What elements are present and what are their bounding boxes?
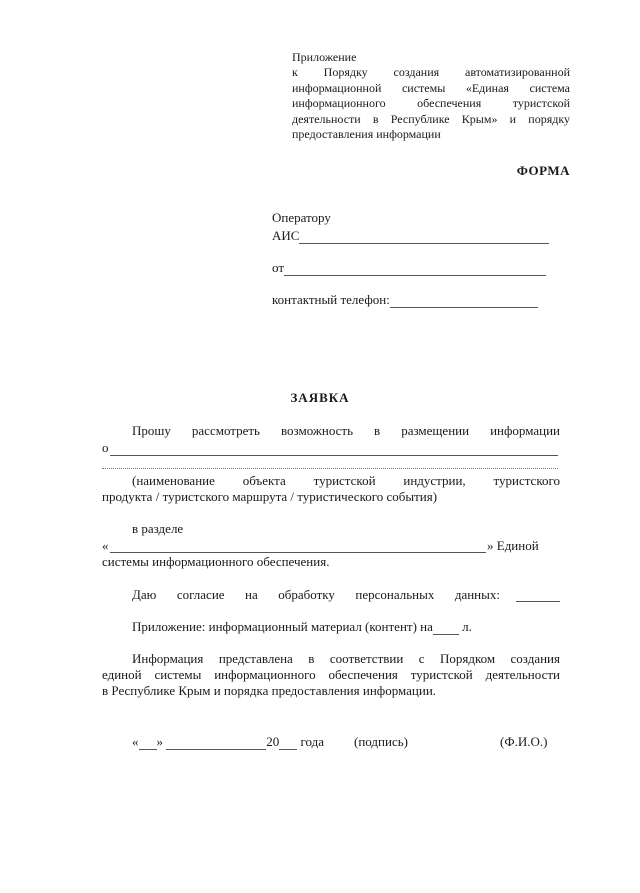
info-line: единой системы информационного обеспечения туристской деятельности: [102, 667, 560, 682]
from-blank-field[interactable]: [284, 275, 546, 276]
section-suffix: » Единой: [487, 538, 539, 553]
addressee-phone-row: [272, 292, 538, 308]
addressee-ais: АИС: [272, 228, 300, 243]
ais-blank-field[interactable]: [299, 243, 549, 244]
appendix-line: к Порядку создания автоматизированной: [292, 65, 570, 80]
system-line: системы информационного обеспечения.: [102, 554, 330, 569]
appendix-line: предоставления информации: [292, 127, 441, 142]
section-blank-field[interactable]: [110, 552, 486, 553]
attachment-suffix: л.: [462, 619, 472, 634]
addressee-phone: контактный телефон:: [272, 292, 390, 307]
day-blank-field[interactable]: [139, 749, 157, 750]
date-row: [132, 734, 324, 750]
fio-label: (Ф.И.О.): [500, 734, 548, 749]
info-line: Информация представлена в соответствии с Порядком создания: [132, 651, 560, 666]
attachment-row: [132, 619, 472, 635]
appendix-line: информационного обеспечения туристской: [292, 96, 570, 111]
date-quote-close: »: [156, 734, 163, 749]
addressee-from-row: [272, 260, 546, 276]
addressee-operator: Оператору: [272, 210, 331, 225]
appendix-note: [292, 50, 570, 142]
appendix-line: деятельности в Республике Крым» и порядку: [292, 111, 570, 126]
object-name-blank-field[interactable]: [110, 455, 558, 456]
month-blank-field[interactable]: [166, 749, 266, 750]
object-hint-line: продукта / туристского маршрута / туристического события): [102, 489, 438, 504]
section-label: в разделе: [132, 521, 184, 536]
attachment-prefix: Приложение: информационный материал (контент) на: [132, 619, 433, 634]
object-hint-line: (наименование объекта туристской индустрии, туристского: [132, 473, 560, 488]
appendix-line: Приложение: [292, 50, 357, 64]
year-suffix: года: [300, 734, 325, 749]
addressee-from: от: [272, 260, 285, 275]
request-line: Прошу рассмотреть возможность в размещении информации: [132, 423, 560, 438]
attachment-pages-field[interactable]: [433, 634, 459, 635]
addressee-ais-row: [272, 228, 549, 244]
section-quote-open: «: [102, 538, 109, 553]
about-prefix: о: [102, 440, 109, 455]
date-quote-open: «: [132, 734, 139, 749]
phone-blank-field[interactable]: [390, 307, 538, 308]
consent-blank-field[interactable]: [516, 601, 560, 602]
object-name-blank-field-2[interactable]: [102, 468, 558, 469]
signature-label: (подпись): [354, 734, 408, 749]
consent-text: Даю согласие на обработку персональных данных:: [132, 587, 500, 602]
appendix-line: информационной системы «Единая система: [292, 80, 570, 95]
year-blank-field[interactable]: [279, 749, 297, 750]
year-prefix: 20: [266, 734, 280, 749]
form-label: ФОРМА: [516, 163, 570, 178]
info-line: в Республике Крым и порядка предоставления информации.: [102, 683, 437, 698]
page-title: ЗАЯВКА: [290, 390, 350, 405]
